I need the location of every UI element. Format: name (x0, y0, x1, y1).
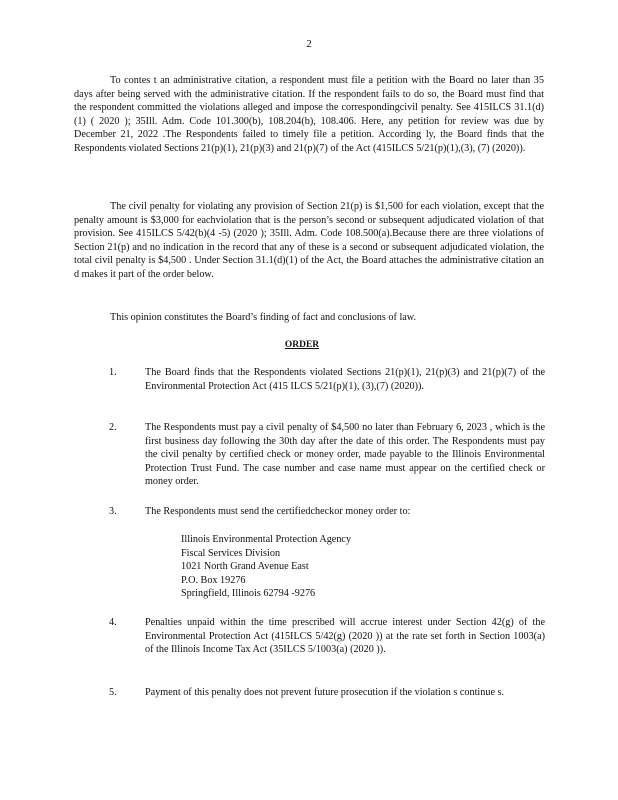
paragraph-opinion: This opinion constitutes the Board’s finding of fact and conclusions of law. (110, 312, 417, 323)
address-line: Springfield, Illinois 62794 -9276 (181, 588, 316, 600)
page-number: 2 (306, 38, 312, 50)
order-item-text: The Respondents must pay a civil penalty of $4,500 no later than February 6, 2023 , which is the first business day following the 30th day after the date of this order. The Respondents must pay the civil penalty by certified check or money order, made payable to the Illinois Environmental Protection Trust Fund. The case number and case name must appear on the certified check or money order. (145, 422, 545, 488)
order-item-text: Penalties unpaid within the time prescribed will accrue interest under Section 42(g) of the Environmental Protection Act (415ILCS 5/42(g) (2020 )) at the rate set forth in Section 1003(a) of the Illinois Income Tax Act (35ILCS 5/1003(a) (2020 )). (145, 617, 545, 656)
order-item-text: The Respondents must send the certifiedcheckor money order to: (145, 506, 411, 517)
order-item-number: 1. (109, 367, 117, 378)
paragraph-contest-citation: To contes t an administrative citation, a respondent must file a petition with the Board no later than 35 days after being served with the administrative citation. If the respondent fails to do so, the Board must find that the respondent committed the violations alleged and impose the correspondingcivil penalty. See 415ILCS 31.1(d)(1) ( 2020 ); 35Ill. Adm. Code 101.300(b), 108.204(b), 108.406. Here, any petition for review was due by December 21, 2022 .The Respondents failed to timely file a petition. According ly, the Board finds that the Respondents violated Sections 21(p)(1), 21(p)(3) and 21(p)(7) of the Act (415ILCS 5/21(p)(1),(3), (7) (2020)). (74, 75, 544, 154)
address-line: Fiscal Services Division (181, 547, 281, 559)
order-heading-text: ORDER (284, 340, 320, 350)
address-line: P.O. Box 19276 (181, 574, 246, 586)
mailing-address (181, 533, 481, 601)
order-item-number: 2. (109, 422, 117, 433)
address-line: 1021 North Grand Avenue East (181, 561, 309, 573)
paragraph-civil-penalty: The civil penalty for violating any provision of Section 21(p) is $1,500 for each violation, except that the penalty amount is $3,000 for eachviolation that is the person’s second or subsequent adjudicated violation of that provision. See 415ILCS 5/42(b)(4 -5) (2020 ); 35Ill. Adm. Code 108.500(a).Because there are three violations of Section 21(p) and no indication in the record that any of these is a second or subsequent adjudicated violation, the total civil penalty is $4,500 . Under Section 31.1(d)(1) of the Act, the Board attaches the administrative citation an d makes it part of the order below. (74, 201, 544, 280)
order-item-text: The Board finds that the Respondents violated Sections 21(p)(1), 21(p)(3) and 21(p)(7) of the Environmental Protection Act (415 ILCS 5/21(p)(1), (3),(7) (2020)). (145, 367, 545, 392)
order-item-text: Payment of this penalty does not prevent future prosecution if the violation s continue s. (145, 687, 505, 698)
order-heading (0, 339, 618, 353)
order-item-number: 4. (109, 617, 117, 628)
order-item-number: 5. (109, 687, 117, 698)
order-item-number: 3. (109, 506, 117, 517)
address-line: Illinois Environmental Protection Agency (181, 534, 352, 545)
